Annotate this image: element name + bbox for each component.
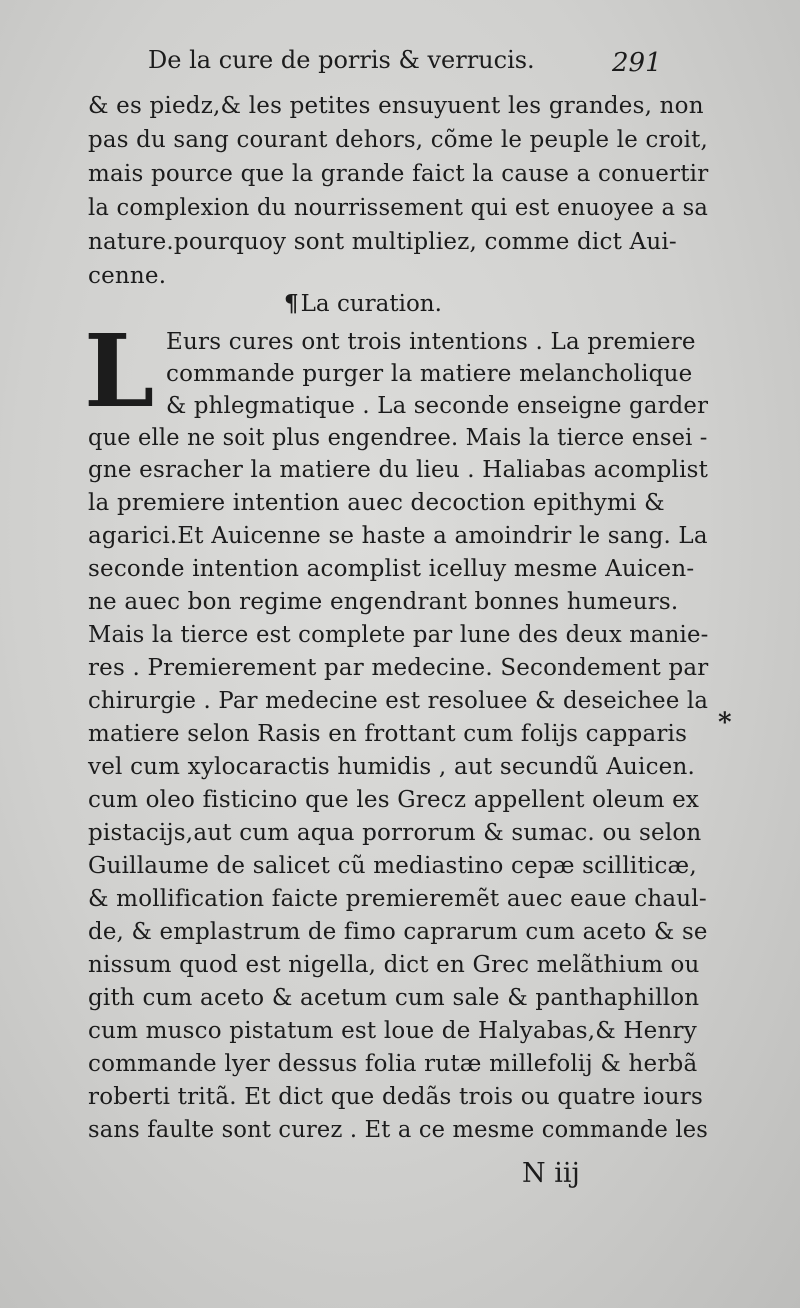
- text-line: la premiere intention auec decoction epithymi &: [88, 490, 665, 516]
- text-line: commande purger la matiere melancholique: [166, 361, 693, 387]
- margin-note: *: [718, 708, 732, 738]
- drop-cap: L: [84, 312, 155, 430]
- text-line: & phlegmatique . La seconde enseigne garder: [166, 393, 709, 419]
- text-line: Guillaume de salicet cũ mediastino cepæ scilliticæ,: [88, 853, 697, 879]
- text-line: res . Premierement par medecine. Secondement par: [88, 655, 709, 681]
- text-line: sans faulte sont curez . Et a ce mesme commande les: [88, 1117, 709, 1143]
- text-line: roberti tritã. Et dict que dedãs trois ou quatre iours: [88, 1084, 703, 1110]
- text-line: agarici.Et Auicenne se haste a amoindrir le sang. La: [88, 523, 708, 549]
- section-title: La curation.: [300, 291, 442, 317]
- text-line: pas du sang courant dehors, cõme le peuple le croit,: [88, 127, 709, 153]
- text-line: la complexion du nourrissement qui est enuoyee a sa: [88, 195, 709, 221]
- text-line: ne auec bon regime engendrant bonnes humeurs.: [88, 589, 679, 615]
- text-line: pistacijs,aut cum aqua porrorum & sumac. ou selon: [88, 820, 702, 846]
- text-line: nissum quod est nigella, dict en Grec melãthium ou: [88, 952, 700, 978]
- text-line: que elle ne soit plus engendree. Mais la tierce ensei -: [88, 425, 708, 451]
- text-line: chirurgie . Par medecine est resoluee & deseichee la: [88, 688, 709, 714]
- text-line: gith cum aceto & acetum cum sale & panthaphillon: [88, 985, 700, 1011]
- text-line: & mollification faicte premieremẽt auec eaue chaul-: [88, 886, 707, 912]
- text-line: vel cum xylocaractis humidis , aut secundũ Auicen.: [88, 754, 696, 780]
- text-line: cum oleo fisticino que les Grecz appellent oleum ex: [88, 787, 700, 813]
- running-head: De la cure de porris & verrucis.: [148, 46, 535, 74]
- text-line: gne esracher la matiere du lieu . Haliabas acomplist: [88, 457, 709, 483]
- text-line: mais pource que la grande faict la cause a conuertir: [88, 161, 709, 187]
- text-line: & es piedz,& les petites ensuyuent les grandes, non: [88, 93, 704, 119]
- text-line: cum musco pistatum est loue de Halyabas,& Henry: [88, 1018, 697, 1044]
- text-line: nature.pourquoy sont multipliez, comme dict Aui-: [88, 229, 677, 255]
- text-line: Eurs cures ont trois intentions . La premiere: [166, 329, 696, 355]
- text-line: commande lyer dessus folia rutæ millefolij & herbã: [88, 1051, 698, 1077]
- text-line: seconde intention acomplist icelluy mesme Auicen-: [88, 556, 695, 582]
- pilcrow-mark: ¶: [284, 290, 299, 317]
- text-line: Mais la tierce est complete par lune des deux manie-: [88, 622, 709, 648]
- text-line: de, & emplastrum de fimo caprarum cum aceto & se: [88, 919, 708, 945]
- page-number: 291: [612, 48, 662, 78]
- text-line: matiere selon Rasis en frottant cum folijs capparis: [88, 721, 688, 747]
- signature-mark: N iij: [522, 1158, 580, 1189]
- section-heading: [284, 290, 442, 317]
- text-line: cenne.: [88, 263, 167, 289]
